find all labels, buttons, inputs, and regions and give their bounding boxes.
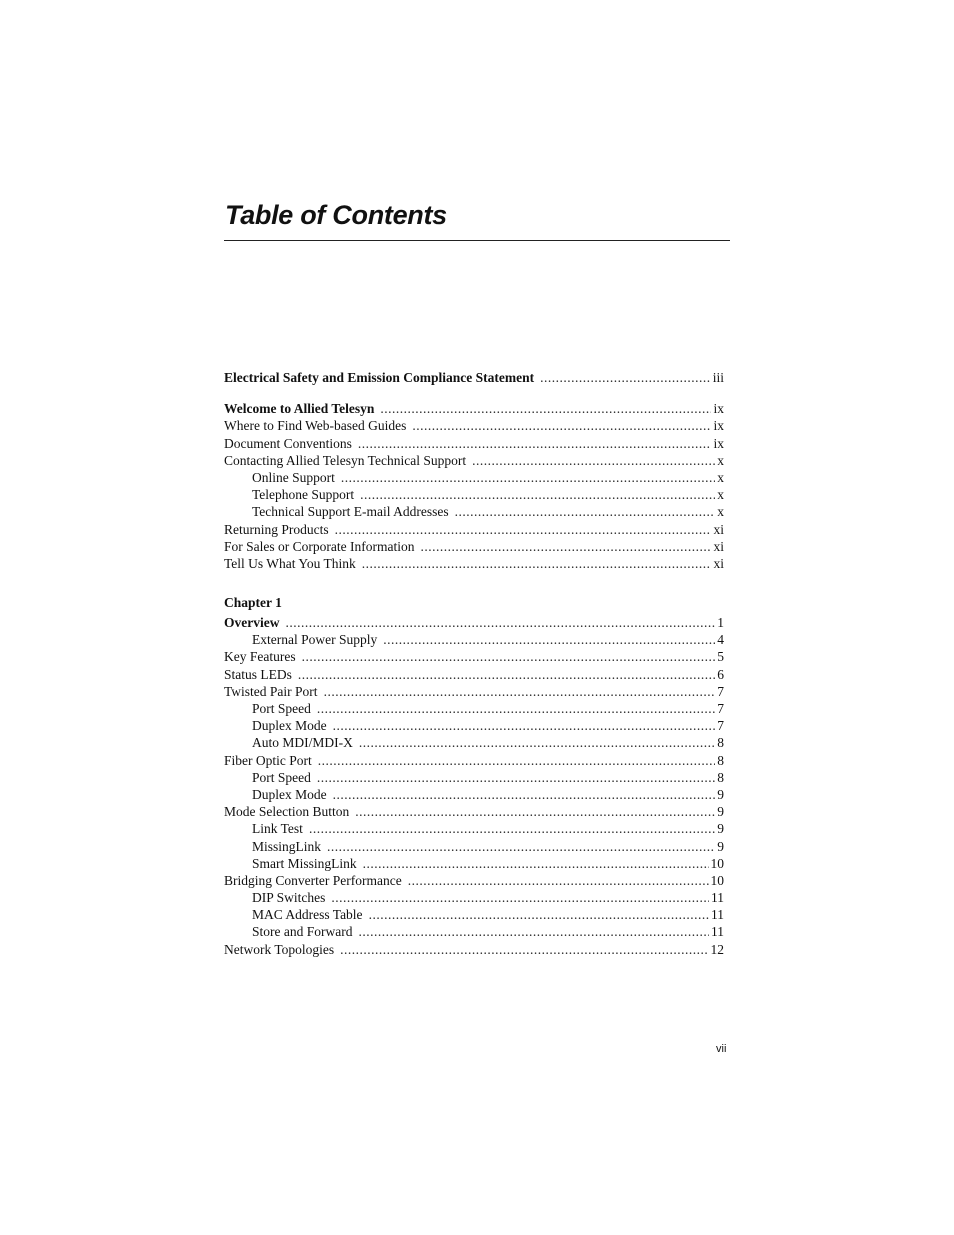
toc-entry-page-number: 8 (717, 752, 724, 768)
toc-entry[interactable] (224, 734, 724, 751)
toc-entry-page-number: xi (713, 538, 724, 554)
dot-leader (358, 435, 712, 452)
dot-leader (369, 906, 709, 923)
toc-entry-label: DIP Switches (252, 890, 326, 906)
dot-leader (298, 666, 715, 683)
toc-entry-page-number: x (717, 452, 724, 468)
toc-entry[interactable] (224, 769, 724, 786)
toc-entry-label: Port Speed (252, 769, 311, 785)
toc-entry-page-number: 7 (717, 701, 724, 716)
chapter-1-entries (224, 614, 724, 958)
dot-leader (324, 683, 716, 700)
toc-entry-label: Network Topologies (224, 941, 335, 957)
toc-entry[interactable] (224, 648, 724, 665)
toc-entry-page-number: 5 (717, 649, 724, 665)
toc-entry[interactable] (224, 469, 724, 486)
toc-entry-label: Port Speed (252, 701, 311, 716)
toc-entry[interactable] (224, 417, 724, 434)
toc-entry-page-number: 4 (717, 632, 724, 648)
toc-entry-page-number: 11 (711, 890, 724, 906)
toc-entry[interactable] (224, 752, 724, 769)
toc-entry-label: Mode Selection Button (224, 804, 350, 820)
section-gap (224, 572, 724, 594)
toc-entry-page-number: 11 (711, 924, 724, 940)
table-of-contents (224, 369, 724, 958)
dot-leader (363, 855, 709, 872)
dot-leader (380, 400, 711, 417)
toc-section-welcome (224, 400, 724, 572)
toc-entry[interactable] (224, 400, 724, 417)
toc-entry[interactable] (224, 369, 724, 386)
toc-entry[interactable] (224, 521, 724, 538)
dot-leader (360, 486, 715, 503)
toc-section-chapter-1 (224, 594, 724, 958)
page-title: Table of Contents (225, 200, 447, 230)
dot-leader (331, 889, 709, 906)
dot-leader (355, 803, 715, 820)
toc-entry[interactable] (224, 503, 724, 520)
toc-entry-page-number: 9 (717, 838, 724, 854)
dot-leader (302, 648, 716, 665)
toc-entry-label: For Sales or Corporate Information (224, 538, 415, 554)
toc-entry-label: Duplex Mode (252, 718, 327, 734)
toc-entry-label: Where to Find Web-based Guides (224, 418, 407, 434)
toc-entry[interactable] (224, 803, 724, 820)
toc-entry[interactable] (224, 872, 724, 889)
toc-entry[interactable] (224, 435, 724, 452)
toc-entry-page-number: 10 (710, 855, 724, 871)
dot-leader (340, 941, 708, 958)
toc-entry[interactable] (224, 820, 724, 837)
dot-leader (335, 521, 712, 538)
toc-entry-page-number: 7 (717, 683, 724, 699)
toc-entry[interactable] (224, 614, 724, 631)
dot-leader (383, 631, 715, 648)
toc-entry-label: Telephone Support (252, 487, 355, 503)
toc-entry[interactable] (224, 906, 724, 923)
toc-entry[interactable] (224, 855, 724, 872)
dot-leader (341, 469, 715, 486)
dot-leader (420, 538, 711, 555)
toc-entry[interactable] (224, 555, 724, 572)
toc-entry-page-number: ix (713, 418, 724, 434)
toc-entry-page-number: x (717, 469, 724, 485)
toc-entry[interactable] (224, 666, 724, 683)
toc-entry-label: Duplex Mode (252, 786, 327, 802)
toc-section-front-matter (224, 369, 724, 386)
toc-entry-page-number: 8 (717, 769, 724, 785)
dot-leader (358, 923, 709, 940)
toc-entry[interactable] (224, 941, 724, 958)
dot-leader (412, 417, 711, 434)
toc-entry-label: Bridging Converter Performance (224, 872, 402, 888)
dot-leader (317, 769, 715, 786)
toc-entry-label: Technical Support E-mail Addresses (252, 504, 449, 520)
dot-leader (472, 452, 715, 469)
dot-leader (327, 838, 715, 855)
toc-entry-page-number: 11 (711, 907, 724, 923)
toc-entry[interactable] (224, 631, 724, 648)
toc-entry-page-number: xi (713, 521, 724, 537)
dot-leader (362, 555, 712, 572)
toc-entry-page-number: ix (713, 435, 724, 451)
toc-entry-page-number: ix (713, 401, 724, 417)
toc-entry-page-number: 9 (717, 804, 724, 820)
toc-entry-label: MissingLink (252, 838, 322, 854)
toc-entry-page-number: 1 (717, 615, 724, 631)
toc-entry-page-number: x (717, 504, 724, 520)
toc-entry[interactable] (224, 538, 724, 555)
dot-leader (455, 503, 716, 520)
chapter-label: Chapter 1 (224, 595, 282, 611)
toc-entry-page-number: 8 (717, 735, 724, 751)
toc-entry-label: Online Support (252, 469, 335, 485)
toc-entry-label: Overview (224, 615, 280, 631)
toc-entry-label: Status LEDs (224, 666, 292, 682)
toc-entry-label: Key Features (224, 649, 296, 665)
toc-entry[interactable] (224, 786, 724, 803)
dot-leader (333, 717, 716, 734)
toc-entry-label: Document Conventions (224, 435, 352, 451)
dot-leader (540, 369, 711, 386)
dot-leader (317, 700, 715, 717)
toc-entry[interactable] (224, 889, 724, 906)
toc-entry-page-number: 9 (717, 821, 724, 837)
toc-entry-label: Link Test (252, 821, 303, 837)
toc-entry-page-number: iii (712, 370, 724, 385)
toc-entry-label: MAC Address Table (252, 907, 363, 923)
toc-entry[interactable] (224, 452, 724, 469)
toc-entry-page-number: 9 (717, 786, 724, 802)
toc-entry-page-number: 10 (710, 872, 724, 888)
toc-entry-page-number: 6 (717, 666, 724, 682)
toc-entry[interactable] (224, 717, 724, 734)
toc-entry-label: Contacting Allied Telesyn Technical Support (224, 452, 467, 468)
toc-entry-label: Twisted Pair Port (224, 683, 318, 699)
toc-entry-label: Fiber Optic Port (224, 752, 312, 768)
toc-entry-label: Returning Products (224, 521, 329, 537)
dot-leader (309, 820, 715, 837)
page-number: vii (716, 1043, 727, 1055)
dot-leader (285, 614, 715, 631)
toc-entry-label: External Power Supply (252, 632, 378, 648)
toc-entry[interactable] (224, 923, 724, 940)
toc-entry-label: Store and Forward (252, 924, 353, 940)
dot-leader (333, 786, 716, 803)
toc-entry[interactable] (224, 838, 724, 855)
toc-entry-label: Welcome to Allied Telesyn (224, 401, 375, 417)
dot-leader (408, 872, 709, 889)
toc-entry-page-number: x (717, 487, 724, 503)
toc-entry[interactable] (224, 700, 724, 717)
toc-entry[interactable] (224, 683, 724, 700)
toc-entry-label: Electrical Safety and Emission Compliance Statement (224, 370, 535, 385)
toc-entry-page-number: xi (713, 555, 724, 571)
dot-leader (359, 734, 715, 751)
toc-entry-label: Tell Us What You Think (224, 555, 356, 571)
title-rule (224, 240, 730, 241)
toc-entry[interactable] (224, 486, 724, 503)
toc-entry-page-number: 12 (710, 941, 724, 957)
dot-leader (318, 752, 716, 769)
toc-entry-label: Smart MissingLink (252, 855, 357, 871)
toc-entry-page-number: 7 (717, 718, 724, 734)
toc-entry-label: Auto MDI/MDI-X (252, 735, 353, 751)
section-gap (224, 386, 724, 400)
